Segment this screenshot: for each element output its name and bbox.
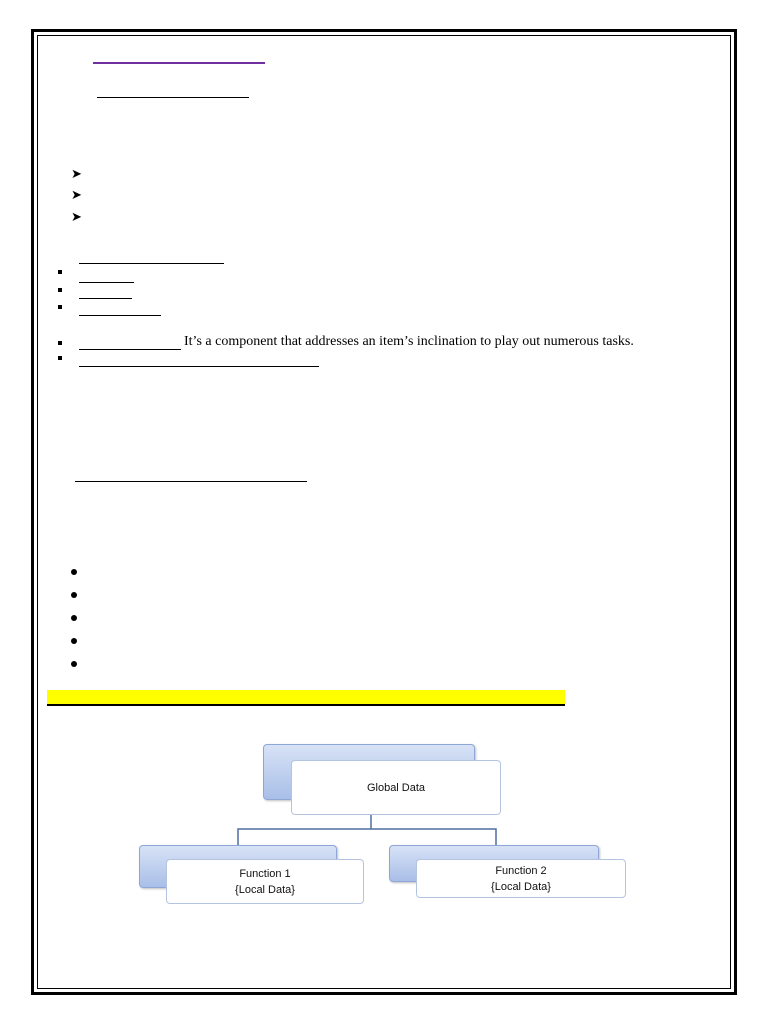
polymorphism-description: It’s a component that addresses an item’s inclination to play out numerous tasks. — [184, 334, 634, 349]
function1-subtitle: {Local Data} — [235, 883, 295, 896]
function1-box — [166, 859, 364, 904]
global-data-box — [291, 760, 501, 815]
function2-subtitle: {Local Data} — [491, 880, 551, 893]
function1-title: Function 1 — [239, 867, 291, 880]
arrow-bullet-icon: ➤ — [71, 210, 82, 225]
arrow-bullet-icon: ➤ — [71, 188, 82, 203]
function2-box — [416, 859, 626, 898]
connector-line — [238, 829, 496, 845]
function2-title: Function 2 — [495, 864, 547, 877]
global-data-label: Global Data — [366, 781, 426, 794]
arrow-bullet-icon: ➤ — [71, 167, 82, 182]
